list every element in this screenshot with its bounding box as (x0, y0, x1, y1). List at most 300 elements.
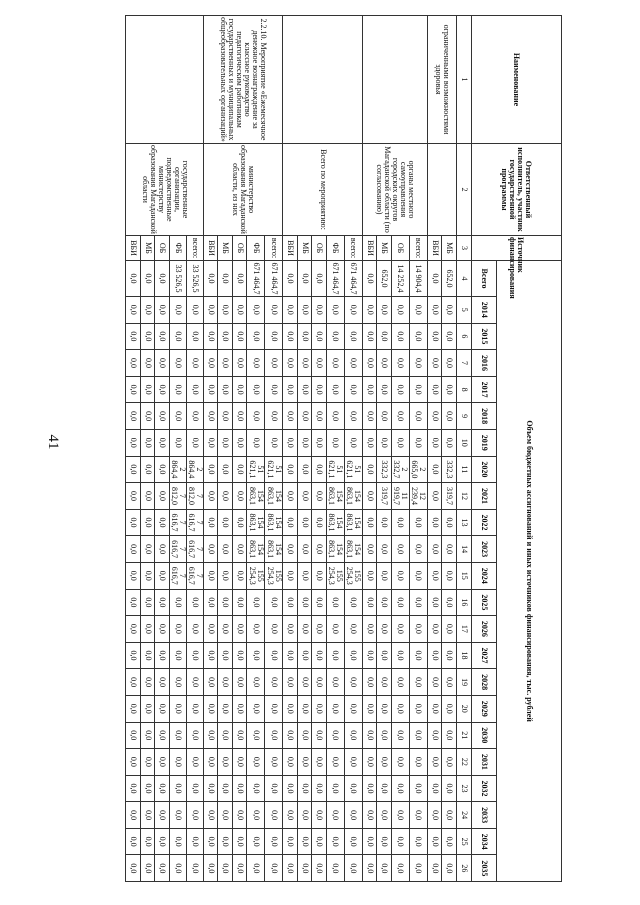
row-value: 155 254,3 (265, 562, 283, 589)
row-value: 0,0 (428, 350, 443, 377)
row-value: 7 616,7 (187, 536, 204, 563)
header-year: 2028 (472, 669, 497, 696)
row-value: 0,0 (233, 509, 248, 536)
row-value: 7 812,0 (170, 483, 187, 510)
row-value: 0,0 (141, 350, 156, 377)
row-value: 0,0 (327, 669, 345, 696)
row-value: 0,0 (428, 429, 443, 456)
row-value: 0,0 (126, 669, 141, 696)
table-row (345, 16, 363, 882)
row-value: 0,0 (363, 616, 378, 643)
row-value: 0,0 (155, 749, 170, 776)
row-value: 0,0 (327, 589, 345, 616)
row-value: 0,0 (327, 429, 345, 456)
row-value: 0,0 (247, 403, 265, 430)
row-value: 0,0 (283, 802, 298, 829)
row-source: ФБ (170, 236, 187, 261)
header-year: 2027 (472, 642, 497, 669)
row-value: 0,0 (247, 749, 265, 776)
row-value: 0,0 (298, 297, 313, 324)
row-total: 14 904,4 (410, 261, 428, 297)
row-value: 0,0 (233, 589, 248, 616)
header-funding-group: Объем бюджетных ассигнований и иных источников финансирования, тыс. рублей (497, 261, 562, 882)
row-value: 0,0 (345, 297, 363, 324)
row-value: 0,0 (218, 323, 233, 350)
row-source: ВБИ (363, 236, 378, 261)
header-executor: Ответственный исполнитель, участник государственной программы (472, 144, 562, 236)
row-value: 0,0 (428, 802, 443, 829)
row-value: 0,0 (247, 350, 265, 377)
row-source: МБ (298, 236, 313, 261)
row-value: 0,0 (410, 722, 428, 749)
header-year: 2019 (472, 429, 497, 456)
row-value: 0,0 (218, 483, 233, 510)
row-value: 0,0 (170, 802, 187, 829)
row-value: 0,0 (218, 429, 233, 456)
row-value: 0,0 (141, 828, 156, 855)
header-source: Источник финансирования (472, 236, 562, 261)
row-total: 0,0 (363, 261, 378, 297)
row-value: 0,0 (233, 855, 248, 882)
row-value: 0,0 (345, 589, 363, 616)
row-value: 0,0 (141, 722, 156, 749)
row-value: 0,0 (247, 589, 265, 616)
row-value: 51 621,1 (247, 456, 265, 483)
row-value: 0,0 (298, 536, 313, 563)
row-value: 0,0 (233, 802, 248, 829)
row-value: 0,0 (392, 775, 410, 802)
row-value: 154 863,1 (247, 483, 265, 510)
row-value: 0,0 (170, 429, 187, 456)
row-value: 0,0 (392, 722, 410, 749)
row-value: 0,0 (265, 403, 283, 430)
row-value: 0,0 (298, 616, 313, 643)
row-value: 0,0 (363, 802, 378, 829)
row-value: 0,0 (204, 855, 219, 882)
row-value: 0,0 (283, 350, 298, 377)
row-value: 0,0 (363, 297, 378, 324)
row-value: 0,0 (283, 456, 298, 483)
row-value: 0,0 (247, 722, 265, 749)
row-value: 0,0 (141, 642, 156, 669)
row-value: 0,0 (377, 509, 392, 536)
row-value: 0,0 (155, 855, 170, 882)
row-value: 0,0 (218, 669, 233, 696)
row-value: 0,0 (204, 775, 219, 802)
row-value: 0,0 (377, 695, 392, 722)
row-value: 0,0 (428, 376, 443, 403)
row-value: 0,0 (204, 749, 219, 776)
row-value: 0,0 (377, 350, 392, 377)
row-value: 0,0 (283, 695, 298, 722)
row-value: 0,0 (187, 802, 204, 829)
column-number: 24 (457, 802, 472, 829)
row-value: 0,0 (345, 429, 363, 456)
column-number: 19 (457, 669, 472, 696)
row-value: 0,0 (283, 616, 298, 643)
header-year: 2022 (472, 509, 497, 536)
row-value: 0,0 (442, 350, 457, 377)
row-value: 154 863,1 (327, 483, 345, 510)
row-source: ОБ (312, 236, 327, 261)
row-value: 0,0 (345, 722, 363, 749)
row-value: 0,0 (392, 802, 410, 829)
row-value: 0,0 (298, 509, 313, 536)
row-value: 0,0 (204, 642, 219, 669)
row-value: 0,0 (442, 828, 457, 855)
row-executor: органы местного самоуправления городских округов Магаданской области (по согласованию) (363, 144, 428, 236)
row-value: 0,0 (155, 297, 170, 324)
row-value: 0,0 (141, 855, 156, 882)
row-value: 0,0 (298, 669, 313, 696)
row-value: 0,0 (442, 775, 457, 802)
row-value: 0,0 (442, 855, 457, 882)
column-number: 25 (457, 828, 472, 855)
row-value: 332,3 (442, 456, 457, 483)
row-value: 0,0 (141, 376, 156, 403)
row-value: 0,0 (345, 775, 363, 802)
row-value: 0,0 (187, 403, 204, 430)
column-number: 12 (457, 483, 472, 510)
row-value: 0,0 (377, 297, 392, 324)
row-value: 0,0 (155, 536, 170, 563)
row-value: 0,0 (283, 642, 298, 669)
row-value: 0,0 (233, 376, 248, 403)
row-value: 154 863,1 (345, 509, 363, 536)
header-year: 2018 (472, 403, 497, 430)
row-value: 0,0 (187, 589, 204, 616)
row-value: 0,0 (233, 695, 248, 722)
row-value: 0,0 (428, 483, 443, 510)
row-value: 0,0 (377, 376, 392, 403)
row-value: 0,0 (265, 749, 283, 776)
row-value: 0,0 (233, 669, 248, 696)
row-value: 0,0 (377, 616, 392, 643)
row-total: 671 464,7 (265, 261, 283, 297)
row-value: 155 254,3 (345, 562, 363, 589)
row-total: 652,0 (442, 261, 457, 297)
row-value: 0,0 (442, 297, 457, 324)
row-value: 0,0 (377, 589, 392, 616)
row-name: ограниченными возможностями здоровья (428, 16, 457, 144)
row-value: 0,0 (345, 376, 363, 403)
row-value: 0,0 (327, 403, 345, 430)
row-value: 0,0 (126, 323, 141, 350)
row-value: 0,0 (377, 775, 392, 802)
row-value: 0,0 (442, 749, 457, 776)
row-value: 0,0 (233, 828, 248, 855)
row-source: ОБ (392, 236, 410, 261)
header-year: 2026 (472, 616, 497, 643)
row-value: 0,0 (345, 855, 363, 882)
row-value: 0,0 (187, 695, 204, 722)
row-value: 0,0 (126, 589, 141, 616)
row-value: 0,0 (392, 376, 410, 403)
row-value: 0,0 (363, 749, 378, 776)
row-value: 0,0 (327, 749, 345, 776)
column-number: 17 (457, 616, 472, 643)
row-value: 0,0 (126, 855, 141, 882)
row-value: 0,0 (327, 323, 345, 350)
row-value: 0,0 (233, 350, 248, 377)
row-value: 0,0 (327, 642, 345, 669)
row-value: 0,0 (428, 722, 443, 749)
row-executor: Всего по мероприятию: (283, 144, 363, 236)
row-source: ВБИ (126, 236, 141, 261)
row-value: 0,0 (410, 403, 428, 430)
row-value: 0,0 (170, 403, 187, 430)
row-value: 0,0 (170, 855, 187, 882)
row-source: ОБ (233, 236, 248, 261)
row-value: 0,0 (265, 802, 283, 829)
row-value: 2 864,4 (170, 456, 187, 483)
row-value: 0,0 (327, 802, 345, 829)
row-value: 0,0 (377, 562, 392, 589)
column-number: 15 (457, 562, 472, 589)
row-value: 0,0 (155, 642, 170, 669)
row-value: 0,0 (410, 509, 428, 536)
row-value: 0,0 (428, 749, 443, 776)
row-value: 0,0 (141, 669, 156, 696)
row-value: 0,0 (392, 403, 410, 430)
row-value: 0,0 (363, 403, 378, 430)
row-value: 0,0 (363, 695, 378, 722)
row-value: 0,0 (247, 323, 265, 350)
row-value: 0,0 (233, 642, 248, 669)
row-total: 671 464,7 (327, 261, 345, 297)
row-value: 0,0 (126, 642, 141, 669)
row-total: 652,0 (377, 261, 392, 297)
row-value: 0,0 (377, 642, 392, 669)
column-number: 21 (457, 722, 472, 749)
row-value: 0,0 (170, 323, 187, 350)
row-value: 0,0 (312, 589, 327, 616)
row-value: 7 616,7 (170, 509, 187, 536)
row-value: 0,0 (392, 855, 410, 882)
row-value: 0,0 (312, 509, 327, 536)
row-value: 0,0 (283, 376, 298, 403)
row-value: 0,0 (410, 589, 428, 616)
row-value: 0,0 (363, 775, 378, 802)
row-value: 0,0 (428, 616, 443, 643)
row-value: 0,0 (298, 749, 313, 776)
row-value: 12 239,4 (410, 483, 428, 510)
row-value: 0,0 (327, 376, 345, 403)
row-name: 2.2.10. Мероприятие «Ежемесячное денежное вознаграждение за классное руководство педагогическим работникам государственных и муниципальных общеобразовательных организаций» (204, 16, 284, 144)
row-value: 0,0 (442, 589, 457, 616)
row-value: 0,0 (410, 429, 428, 456)
row-value: 0,0 (141, 403, 156, 430)
row-value: 0,0 (312, 350, 327, 377)
row-value: 0,0 (141, 323, 156, 350)
row-value: 0,0 (377, 722, 392, 749)
row-value: 0,0 (126, 350, 141, 377)
row-value: 0,0 (155, 350, 170, 377)
row-value: 0,0 (327, 297, 345, 324)
row-value: 0,0 (428, 536, 443, 563)
row-value: 0,0 (428, 297, 443, 324)
row-value: 0,0 (283, 749, 298, 776)
row-value: 0,0 (155, 456, 170, 483)
row-value: 0,0 (155, 669, 170, 696)
row-value: 0,0 (126, 456, 141, 483)
row-value: 0,0 (155, 722, 170, 749)
row-source: ВБИ (283, 236, 298, 261)
row-total: 0,0 (312, 261, 327, 297)
row-value: 0,0 (298, 403, 313, 430)
row-value: 0,0 (363, 536, 378, 563)
row-value: 0,0 (283, 722, 298, 749)
row-value: 0,0 (442, 722, 457, 749)
row-source: всего: (265, 236, 283, 261)
row-value: 154 863,1 (265, 536, 283, 563)
row-total: 0,0 (283, 261, 298, 297)
row-value: 0,0 (247, 616, 265, 643)
row-value: 0,0 (363, 456, 378, 483)
row-value: 0,0 (233, 616, 248, 643)
row-value: 0,0 (442, 695, 457, 722)
row-value: 0,0 (442, 616, 457, 643)
row-value: 0,0 (442, 562, 457, 589)
row-value: 0,0 (442, 642, 457, 669)
row-value: 0,0 (265, 722, 283, 749)
row-value: 0,0 (392, 616, 410, 643)
row-value: 0,0 (345, 323, 363, 350)
row-value: 0,0 (363, 828, 378, 855)
row-name (363, 16, 428, 144)
row-value: 0,0 (392, 695, 410, 722)
header-year: 2016 (472, 350, 497, 377)
column-number: 26 (457, 855, 472, 882)
row-value: 0,0 (170, 376, 187, 403)
row-value: 0,0 (410, 323, 428, 350)
row-value: 0,0 (428, 642, 443, 669)
row-value: 0,0 (155, 376, 170, 403)
row-value: 0,0 (204, 483, 219, 510)
header-year: 2015 (472, 323, 497, 350)
row-value: 51 621,1 (265, 456, 283, 483)
row-value: 0,0 (377, 536, 392, 563)
row-value: 0,0 (155, 403, 170, 430)
row-value: 0,0 (247, 376, 265, 403)
row-value: 51 621,1 (345, 456, 363, 483)
header-year: 2035 (472, 855, 497, 882)
row-value: 319,7 (377, 483, 392, 510)
row-value: 0,0 (204, 616, 219, 643)
row-value: 0,0 (204, 722, 219, 749)
row-value: 0,0 (283, 429, 298, 456)
column-number: 8 (457, 376, 472, 403)
row-executor: государственные организации, подведомственные министерству образования Магаданской области (126, 144, 204, 236)
row-value: 0,0 (327, 350, 345, 377)
row-value: 0,0 (170, 722, 187, 749)
row-value: 0,0 (155, 616, 170, 643)
row-value: 7 616,7 (187, 509, 204, 536)
row-value: 0,0 (155, 509, 170, 536)
row-value: 154 863,1 (265, 483, 283, 510)
row-value: 0,0 (155, 802, 170, 829)
row-value: 0,0 (265, 828, 283, 855)
row-value: 0,0 (218, 828, 233, 855)
row-value: 2 665,0 (410, 456, 428, 483)
row-name (283, 16, 363, 144)
row-value: 0,0 (187, 616, 204, 643)
row-value: 0,0 (126, 429, 141, 456)
column-number: 7 (457, 350, 472, 377)
row-value: 154 863,1 (327, 536, 345, 563)
row-value: 0,0 (363, 722, 378, 749)
row-value: 0,0 (141, 456, 156, 483)
row-value: 0,0 (233, 323, 248, 350)
row-value: 0,0 (233, 483, 248, 510)
row-value: 0,0 (428, 562, 443, 589)
row-value: 0,0 (363, 509, 378, 536)
row-value: 0,0 (141, 616, 156, 643)
column-number: 3 (457, 236, 472, 261)
page-number: 41 (45, 434, 61, 450)
row-value: 0,0 (312, 403, 327, 430)
column-number: 22 (457, 749, 472, 776)
row-value: 0,0 (265, 775, 283, 802)
row-value: 0,0 (126, 483, 141, 510)
row-executor (428, 144, 457, 236)
row-value: 0,0 (247, 642, 265, 669)
row-source: МБ (218, 236, 233, 261)
row-value: 155 254,3 (247, 562, 265, 589)
row-source: ВБИ (428, 236, 443, 261)
row-value: 0,0 (392, 749, 410, 776)
row-value: 0,0 (283, 855, 298, 882)
row-value: 0,0 (126, 403, 141, 430)
column-number: 18 (457, 642, 472, 669)
column-number: 9 (457, 403, 472, 430)
row-value: 0,0 (170, 350, 187, 377)
row-value: 0,0 (363, 483, 378, 510)
row-value: 0,0 (126, 775, 141, 802)
row-value: 0,0 (298, 350, 313, 377)
row-value: 0,0 (298, 429, 313, 456)
row-value: 0,0 (298, 828, 313, 855)
row-value: 0,0 (410, 642, 428, 669)
row-value: 0,0 (298, 483, 313, 510)
column-number: 13 (457, 509, 472, 536)
row-value: 0,0 (312, 749, 327, 776)
row-value: 0,0 (204, 669, 219, 696)
row-value: 7 616,7 (187, 562, 204, 589)
row-value: 0,0 (345, 695, 363, 722)
row-value: 0,0 (204, 695, 219, 722)
row-source: МБ (141, 236, 156, 261)
row-value: 0,0 (345, 802, 363, 829)
row-value: 0,0 (428, 695, 443, 722)
row-value: 0,0 (141, 297, 156, 324)
row-source: всего: (187, 236, 204, 261)
row-value: 0,0 (312, 562, 327, 589)
row-value: 0,0 (233, 403, 248, 430)
row-source: МБ (442, 236, 457, 261)
row-value: 0,0 (155, 828, 170, 855)
row-value: 0,0 (218, 616, 233, 643)
row-value: 0,0 (392, 350, 410, 377)
row-value: 0,0 (204, 323, 219, 350)
row-value: 154 863,1 (247, 509, 265, 536)
header-year: 2033 (472, 802, 497, 829)
row-value: 0,0 (265, 297, 283, 324)
row-value: 319,7 (442, 483, 457, 510)
row-value: 0,0 (187, 775, 204, 802)
row-total: 0,0 (233, 261, 248, 297)
row-total: 0,0 (204, 261, 219, 297)
